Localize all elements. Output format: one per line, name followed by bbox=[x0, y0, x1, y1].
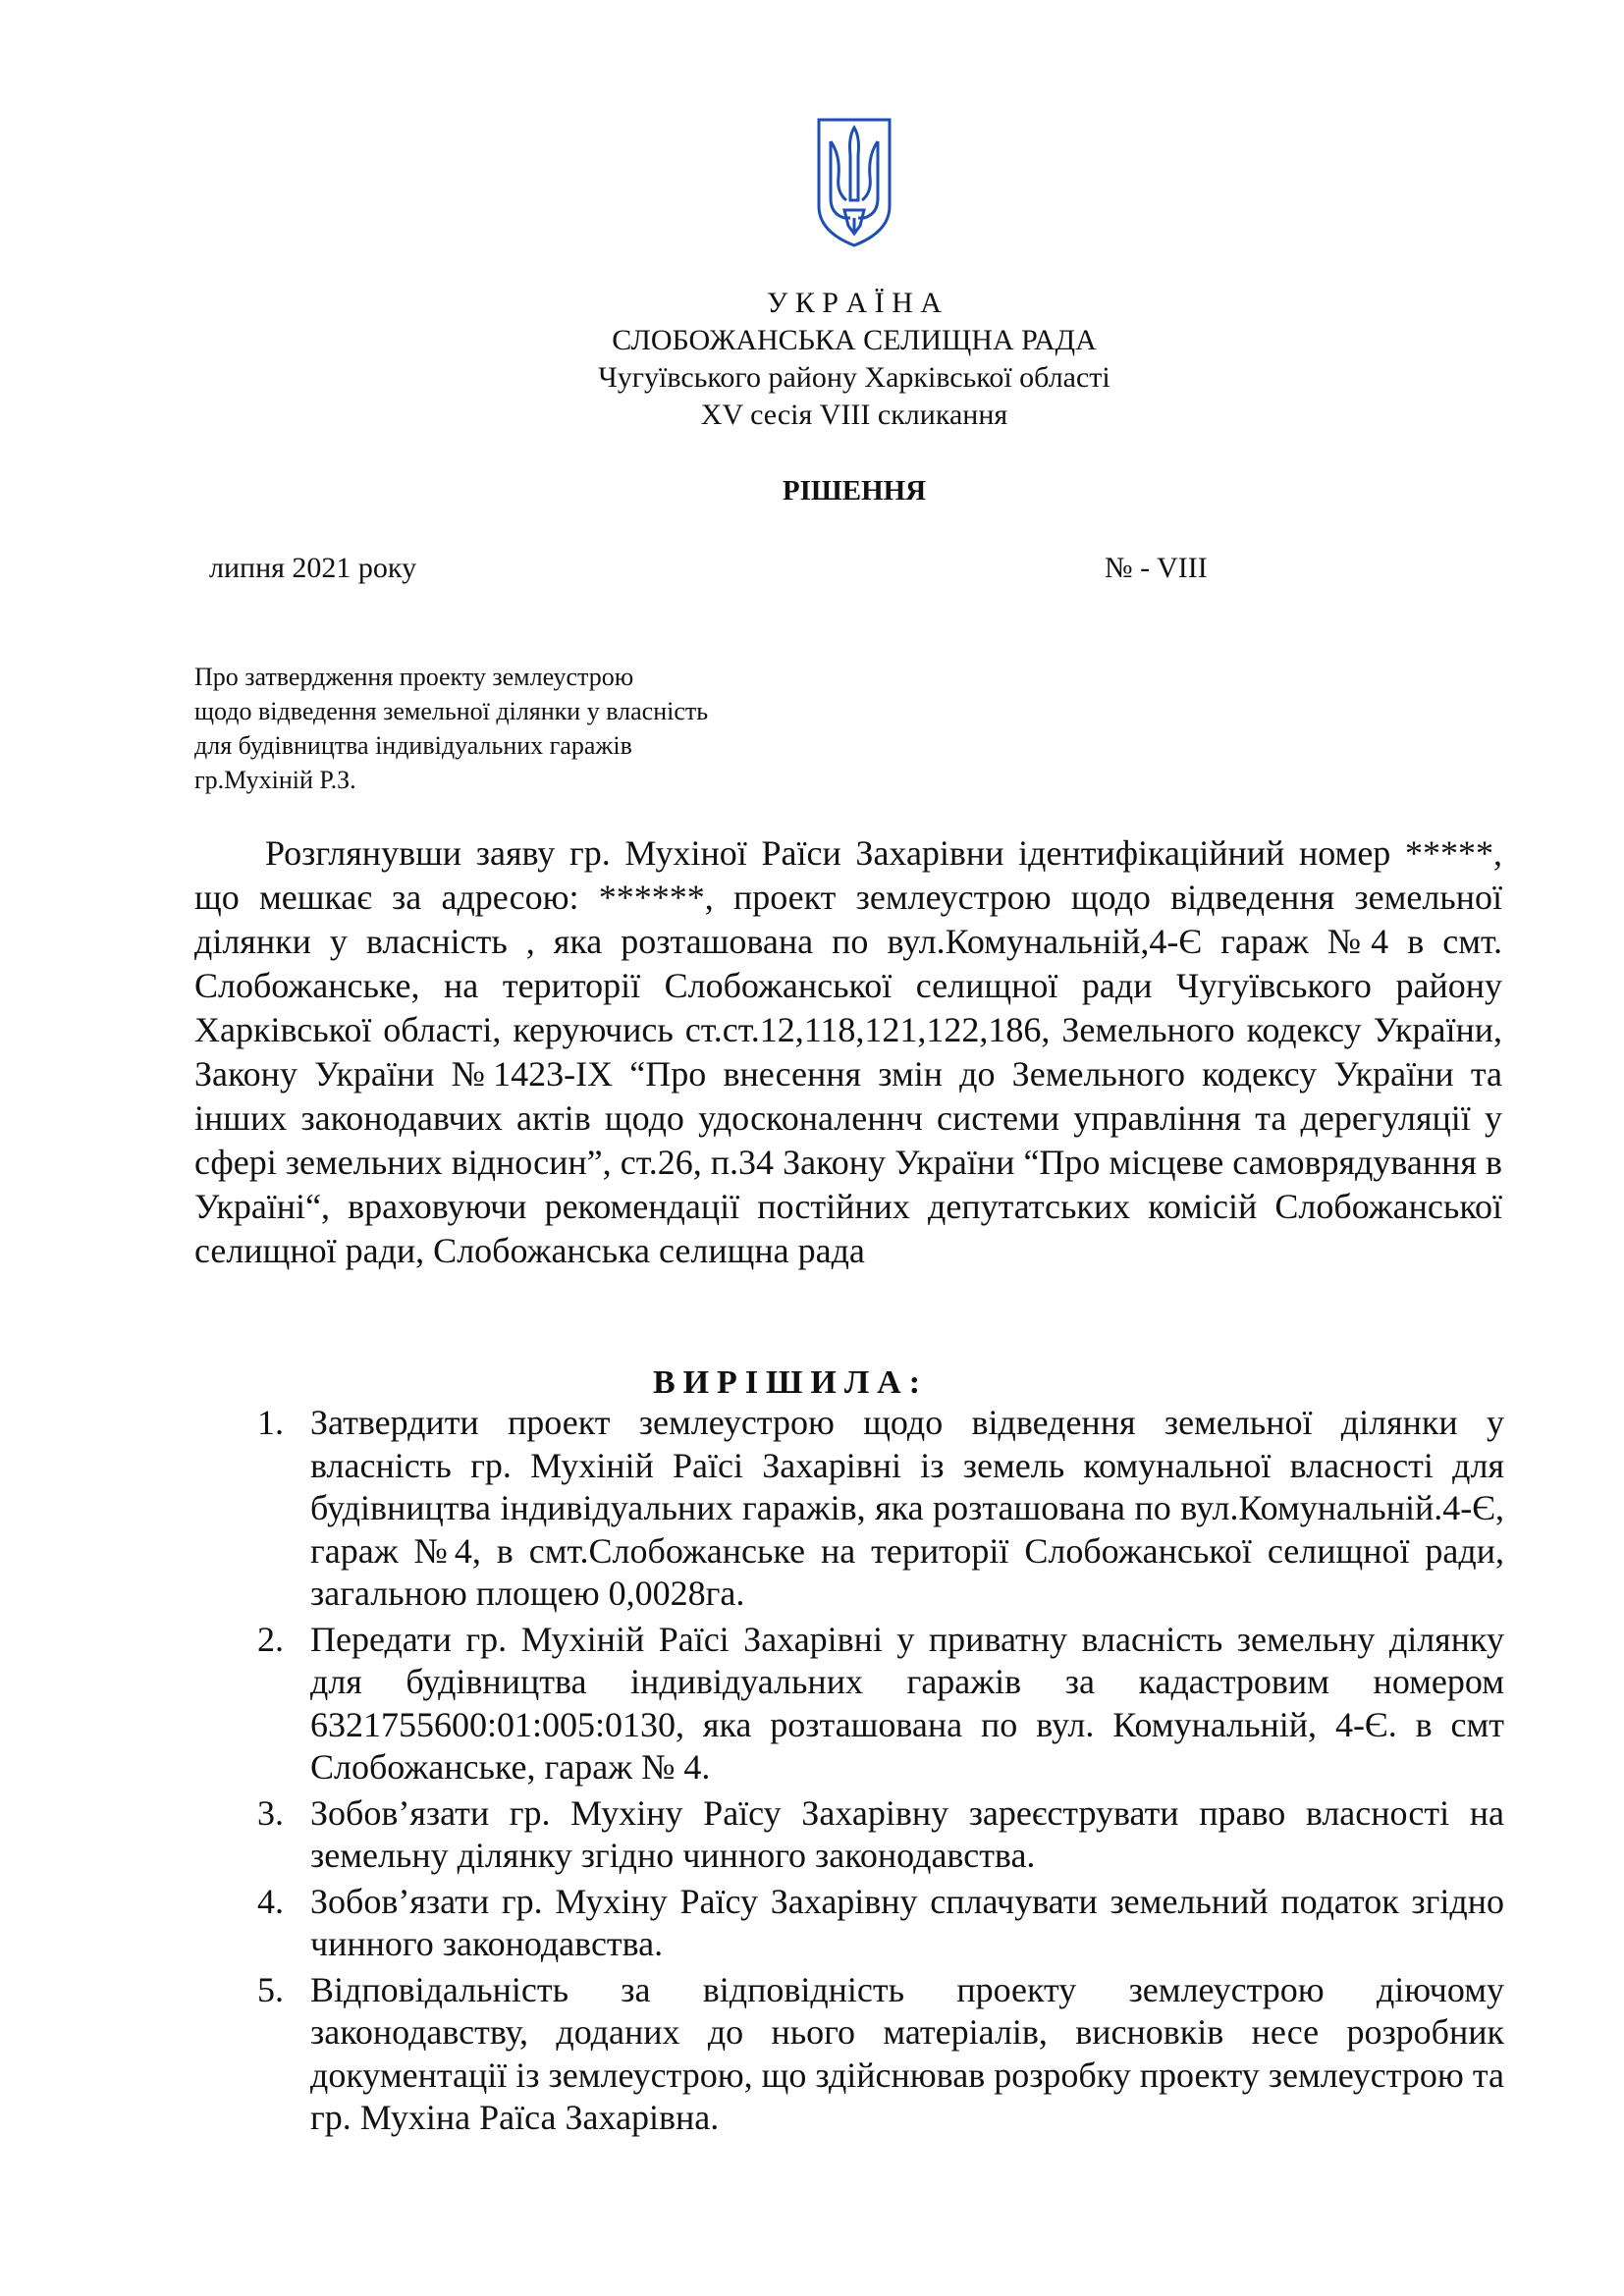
council-name: СЛОБОЖАНСЬКА СЕЛИЩНА РАДА bbox=[612, 324, 1097, 356]
coat-of-arms-of-ukraine-icon bbox=[815, 116, 893, 248]
subject-line: щодо відведення земельної ділянки у власність bbox=[194, 697, 709, 725]
item-text: Відповідальність за відповідність проекту землеустрою діючому законодавству, доданих до нього матеріалів, висновків несе розробник документації із землеустрою, що здійснював розробку проекту землеустрою та гр. Мухіна Раїса Захарівна. bbox=[310, 1969, 1504, 2137]
subject-line: Про затвердження проекту землеустрою bbox=[194, 663, 634, 691]
item-number: 4. bbox=[257, 1881, 284, 1921]
item-text: Зобов’язати гр. Мухіну Раїсу Захарівну зареєструвати право власності на земельну ділянку згідно чинного законодавства. bbox=[310, 1792, 1504, 1875]
subject-line: для будівництва індивідуальних гаражів bbox=[194, 731, 632, 760]
item-text: Затвердити проект землеустрою щодо відведення земельної ділянки у власність гр. Мухіній Раїсі Захарівні із земель комунальної власності для будівництва індивідуальних гаражів, яка розташована по вул.Комунальній.4-Є, гараж №4, в смт.Слобожанське на території Слобожанської селищної ради, загальною площею 0,0028га. bbox=[310, 1403, 1504, 1613]
country-name: У К Р А Ї Н А bbox=[767, 287, 942, 319]
item-number: 1. bbox=[257, 1403, 284, 1442]
resolution-item bbox=[257, 1881, 1504, 1966]
item-number: 5. bbox=[257, 1969, 284, 2009]
resolution-item bbox=[257, 1402, 1504, 1616]
item-text: Передати гр. Мухіній Раїсі Захарівні у приватну власність земельну ділянку для будівництва індивідуальних гаражів за кадастровим номером 6321755600:01:005:0130, яка розташована по вул. Комунальній, 4-Є. в смт Слобожанське, гараж № 4. bbox=[310, 1619, 1504, 1787]
document-subject bbox=[194, 660, 708, 797]
resolved-heading: ВИРІШИЛА: bbox=[652, 1364, 929, 1401]
session-info: XV сесія VIII скликання bbox=[700, 399, 1008, 431]
document-date: липня 2021 року bbox=[209, 552, 417, 584]
item-text: Зобов’язати гр. Мухіну Раїсу Захарівну сплачувати земельний податок згідно чинного законодавства. bbox=[310, 1881, 1504, 1963]
resolution-item bbox=[257, 1969, 1504, 2140]
document-number: № - VIII bbox=[1105, 552, 1208, 584]
resolution-item bbox=[257, 1792, 1504, 1878]
resolution-items bbox=[257, 1402, 1504, 2143]
subject-line: гр.Мухіній Р.З. bbox=[194, 766, 356, 794]
preamble-paragraph: Розглянувши заяву гр. Мухіної Раїси Захарівни ідентифікаційний номер *****, що мешкає за адресою: ******, проект землеустрою щодо відведення земельної ділянки у власність , яка розташована по вул.Комунальній,4-Є гараж №4 в смт. Слобожанське, на території Слобожанської селищної ради Чугуївського району Харківської області, керуючись ст.ст.12,118,121,122,186, Земельного кодексу України, Закону України №1423-IX “Про внесення змін до Земельного кодексу України та інших законодавчих актів щодо удосконаленнч системи управління та дерегуляції у сфері земельних відносин”, ст.26, п.34 Закону України “Про місцеве самоврядування в Україні“, враховуючи рекомендації постійних депутатських комісій Слобожанської селищної ради, Слобожанська селищна рада bbox=[194, 833, 1502, 1270]
resolution-item bbox=[257, 1619, 1504, 1789]
item-number: 2. bbox=[257, 1619, 284, 1659]
document-title: РІШЕННЯ bbox=[782, 475, 927, 507]
item-number: 3. bbox=[257, 1792, 284, 1833]
district-name: Чугуївського району Харківської області bbox=[598, 361, 1110, 394]
